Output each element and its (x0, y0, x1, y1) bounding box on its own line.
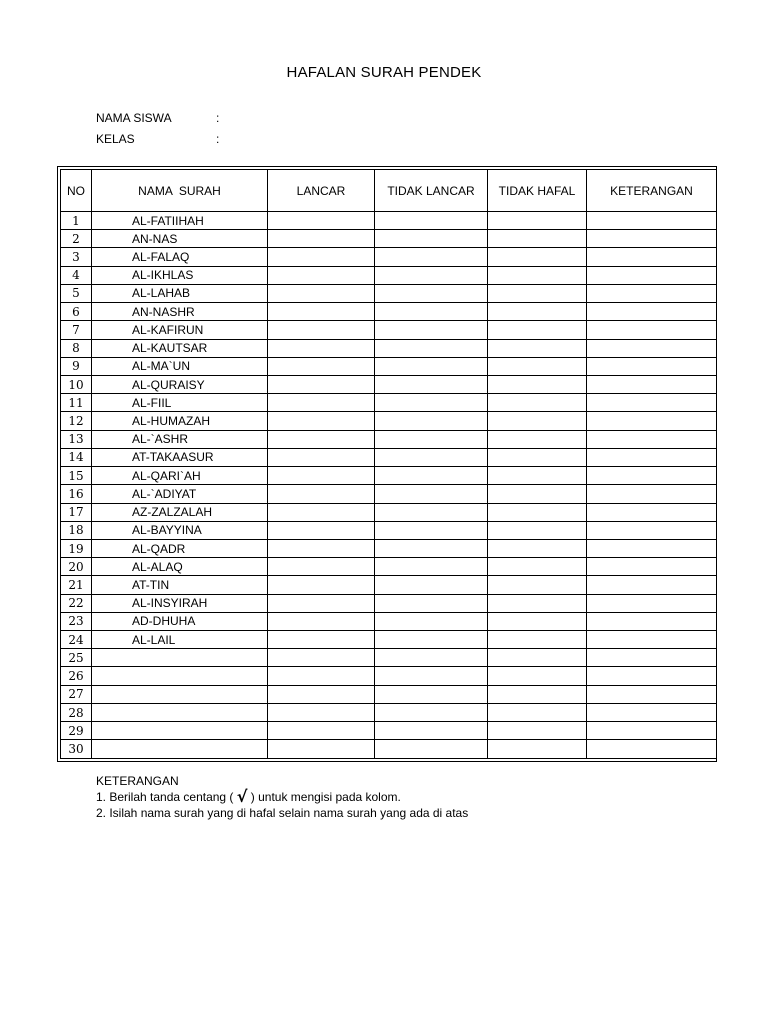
tidak-hafal-cell[interactable] (488, 321, 587, 339)
row-number: 19 (61, 539, 92, 557)
lancar-cell[interactable] (268, 576, 375, 594)
lancar-cell[interactable] (268, 485, 375, 503)
row-number: 9 (61, 357, 92, 375)
keterangan-cell[interactable] (587, 339, 717, 357)
keterangan-cell[interactable] (587, 539, 717, 557)
keterangan-cell[interactable] (587, 248, 717, 266)
tidak-lancar-cell[interactable] (375, 685, 488, 703)
tidak-lancar-cell[interactable] (375, 266, 488, 284)
row-surah-name: AT-TIN (92, 576, 268, 594)
lancar-cell[interactable] (268, 357, 375, 375)
row-surah-name (92, 667, 268, 685)
row-number: 15 (61, 467, 92, 485)
tidak-hafal-cell[interactable] (488, 266, 587, 284)
row-surah-name: AL-`ASHR (92, 430, 268, 448)
lancar-cell[interactable] (268, 631, 375, 649)
kelas-label: KELAS (96, 132, 135, 146)
tidak-lancar-cell[interactable] (375, 558, 488, 576)
nama-siswa-label: NAMA SISWA (96, 111, 172, 125)
table-row (61, 284, 717, 302)
tidak-hafal-cell[interactable] (488, 722, 587, 740)
table-row (61, 266, 717, 284)
header-nama-surah: NAMA SURAH (92, 170, 268, 212)
lancar-cell[interactable] (268, 230, 375, 248)
row-surah-name (92, 685, 268, 703)
header-keterangan: KETERANGAN (587, 170, 717, 212)
row-number: 22 (61, 594, 92, 612)
tidak-hafal-cell[interactable] (488, 248, 587, 266)
row-number: 18 (61, 521, 92, 539)
tidak-lancar-cell[interactable] (375, 394, 488, 412)
row-surah-name: AL-ALAQ (92, 558, 268, 576)
notes-heading: KETERANGAN (96, 774, 179, 788)
table-row (61, 412, 717, 430)
row-surah-name: AL-FIIL (92, 394, 268, 412)
row-surah-name: AZ-ZALZALAH (92, 503, 268, 521)
tidak-hafal-cell[interactable] (488, 503, 587, 521)
lancar-cell[interactable] (268, 503, 375, 521)
row-surah-name: AD-DHUHA (92, 612, 268, 630)
lancar-cell[interactable] (268, 248, 375, 266)
row-number: 7 (61, 321, 92, 339)
tidak-lancar-cell[interactable] (375, 357, 488, 375)
table-row (61, 503, 717, 521)
row-number: 21 (61, 576, 92, 594)
note-1-after: ) untuk mengisi pada kolom. (247, 790, 401, 804)
lancar-cell[interactable] (268, 649, 375, 667)
table-row (61, 612, 717, 630)
tidak-hafal-cell[interactable] (488, 375, 587, 393)
table-row (61, 594, 717, 612)
row-number: 26 (61, 667, 92, 685)
table-header-row (61, 170, 717, 212)
check-mark-icon: √ (236, 787, 248, 806)
tidak-hafal-cell[interactable] (488, 558, 587, 576)
tidak-lancar-cell[interactable] (375, 339, 488, 357)
lancar-cell[interactable] (268, 703, 375, 721)
table-row (61, 212, 717, 230)
keterangan-cell[interactable] (587, 740, 717, 759)
table-row (61, 321, 717, 339)
tidak-hafal-cell[interactable] (488, 612, 587, 630)
lancar-cell[interactable] (268, 375, 375, 393)
tidak-hafal-cell[interactable] (488, 631, 587, 649)
tidak-hafal-cell[interactable] (488, 394, 587, 412)
header-lancar: LANCAR (268, 170, 375, 212)
table-row (61, 703, 717, 721)
keterangan-cell[interactable] (587, 703, 717, 721)
keterangan-cell[interactable] (587, 284, 717, 302)
keterangan-cell[interactable] (587, 230, 717, 248)
keterangan-cell[interactable] (587, 212, 717, 230)
table-row (61, 539, 717, 557)
hafalan-table-frame (57, 166, 717, 762)
note-1-before: 1. Berilah tanda centang ( (96, 790, 237, 804)
tidak-lancar-cell[interactable] (375, 430, 488, 448)
row-number: 1 (61, 212, 92, 230)
table-row (61, 740, 717, 759)
keterangan-cell[interactable] (587, 357, 717, 375)
lancar-cell[interactable] (268, 521, 375, 539)
tidak-hafal-cell[interactable] (488, 448, 587, 466)
keterangan-cell[interactable] (587, 503, 717, 521)
tidak-lancar-cell[interactable] (375, 503, 488, 521)
row-surah-name: AL-KAFIRUN (92, 321, 268, 339)
tidak-hafal-cell[interactable] (488, 685, 587, 703)
tidak-lancar-cell[interactable] (375, 703, 488, 721)
row-surah-name: AL-MA`UN (92, 357, 268, 375)
lancar-cell[interactable] (268, 303, 375, 321)
tidak-lancar-cell[interactable] (375, 412, 488, 430)
row-surah-name (92, 649, 268, 667)
row-surah-name: AN-NASHR (92, 303, 268, 321)
table-row (61, 394, 717, 412)
row-surah-name: AL-KAUTSAR (92, 339, 268, 357)
tidak-hafal-cell[interactable] (488, 212, 587, 230)
note-1 (96, 789, 468, 805)
tidak-hafal-cell[interactable] (488, 412, 587, 430)
lancar-cell[interactable] (268, 339, 375, 357)
tidak-lancar-cell[interactable] (375, 740, 488, 759)
lancar-cell[interactable] (268, 612, 375, 630)
lancar-cell[interactable] (268, 539, 375, 557)
tidak-lancar-cell[interactable] (375, 448, 488, 466)
lancar-cell[interactable] (268, 722, 375, 740)
table-row (61, 485, 717, 503)
tidak-lancar-cell[interactable] (375, 576, 488, 594)
tidak-lancar-cell[interactable] (375, 722, 488, 740)
keterangan-cell[interactable] (587, 722, 717, 740)
row-surah-name (92, 722, 268, 740)
row-number: 2 (61, 230, 92, 248)
lancar-cell[interactable] (268, 284, 375, 302)
row-surah-name: AL-`ADIYAT (92, 485, 268, 503)
lancar-cell[interactable] (268, 685, 375, 703)
tidak-hafal-cell[interactable] (488, 539, 587, 557)
row-number: 12 (61, 412, 92, 430)
lancar-cell[interactable] (268, 212, 375, 230)
keterangan-cell[interactable] (587, 266, 717, 284)
row-number: 17 (61, 503, 92, 521)
row-surah-name: AL-INSYIRAH (92, 594, 268, 612)
tidak-hafal-cell[interactable] (488, 594, 587, 612)
tidak-hafal-cell[interactable] (488, 357, 587, 375)
lancar-cell[interactable] (268, 430, 375, 448)
lancar-cell[interactable] (268, 558, 375, 576)
row-number: 6 (61, 303, 92, 321)
table-row (61, 631, 717, 649)
keterangan-cell[interactable] (587, 467, 717, 485)
table-row (61, 521, 717, 539)
keterangan-cell[interactable] (587, 321, 717, 339)
keterangan-cell[interactable] (587, 375, 717, 393)
table-row (61, 649, 717, 667)
tidak-hafal-cell[interactable] (488, 576, 587, 594)
row-number: 16 (61, 485, 92, 503)
table-row (61, 357, 717, 375)
row-number: 4 (61, 266, 92, 284)
tidak-hafal-cell[interactable] (488, 230, 587, 248)
header-tidak-lancar: TIDAK LANCAR (375, 170, 488, 212)
table-row (61, 430, 717, 448)
kelas-field (96, 132, 219, 146)
row-surah-name: AL-FATIIHAH (92, 212, 268, 230)
tidak-lancar-cell[interactable] (375, 649, 488, 667)
row-surah-name (92, 740, 268, 759)
keterangan-cell[interactable] (587, 649, 717, 667)
table-row (61, 576, 717, 594)
tidak-hafal-cell[interactable] (488, 667, 587, 685)
row-surah-name: AL-FALAQ (92, 248, 268, 266)
row-surah-name (92, 703, 268, 721)
tidak-lancar-cell[interactable] (375, 375, 488, 393)
row-surah-name: AL-BAYYINA (92, 521, 268, 539)
tidak-lancar-cell[interactable] (375, 321, 488, 339)
lancar-cell[interactable] (268, 667, 375, 685)
tidak-lancar-cell[interactable] (375, 230, 488, 248)
keterangan-cell[interactable] (587, 303, 717, 321)
notes-section (96, 773, 468, 821)
row-number: 10 (61, 375, 92, 393)
tidak-lancar-cell[interactable] (375, 521, 488, 539)
row-number: 28 (61, 703, 92, 721)
kelas-colon: : (216, 132, 220, 146)
row-number: 23 (61, 612, 92, 630)
tidak-hafal-cell[interactable] (488, 649, 587, 667)
header-no: NO (61, 170, 92, 212)
row-number: 24 (61, 631, 92, 649)
tidak-lancar-cell[interactable] (375, 539, 488, 557)
row-number: 30 (61, 740, 92, 759)
note-2: 2. Isilah nama surah yang di hafal selain nama surah yang ada di atas (96, 806, 469, 820)
keterangan-cell[interactable] (587, 685, 717, 703)
row-number: 13 (61, 430, 92, 448)
row-number: 11 (61, 394, 92, 412)
table-row (61, 667, 717, 685)
table-row (61, 558, 717, 576)
keterangan-cell[interactable] (587, 631, 717, 649)
row-surah-name: AL-LAIL (92, 631, 268, 649)
table-row (61, 722, 717, 740)
header-tidak-hafal: TIDAK HAFAL (488, 170, 587, 212)
table-row (61, 230, 717, 248)
row-surah-name: AL-LAHAB (92, 284, 268, 302)
nama-siswa-field (96, 111, 219, 125)
lancar-cell[interactable] (268, 594, 375, 612)
lancar-cell[interactable] (268, 266, 375, 284)
row-surah-name: AT-TAKAASUR (92, 448, 268, 466)
keterangan-cell[interactable] (587, 412, 717, 430)
keterangan-cell[interactable] (587, 521, 717, 539)
keterangan-cell[interactable] (587, 612, 717, 630)
lancar-cell[interactable] (268, 467, 375, 485)
keterangan-cell[interactable] (587, 394, 717, 412)
row-number: 27 (61, 685, 92, 703)
row-number: 25 (61, 649, 92, 667)
table-row (61, 303, 717, 321)
row-number: 20 (61, 558, 92, 576)
tidak-lancar-cell[interactable] (375, 612, 488, 630)
keterangan-cell[interactable] (587, 485, 717, 503)
tidak-hafal-cell[interactable] (488, 339, 587, 357)
tidak-hafal-cell[interactable] (488, 284, 587, 302)
row-surah-name: AL-QURAISY (92, 375, 268, 393)
tidak-lancar-cell[interactable] (375, 667, 488, 685)
row-surah-name: AL-QARI`AH (92, 467, 268, 485)
tidak-lancar-cell[interactable] (375, 467, 488, 485)
row-number: 8 (61, 339, 92, 357)
row-number: 5 (61, 284, 92, 302)
tidak-lancar-cell[interactable] (375, 485, 488, 503)
keterangan-cell[interactable] (587, 594, 717, 612)
row-surah-name: AL-IKHLAS (92, 266, 268, 284)
tidak-lancar-cell[interactable] (375, 212, 488, 230)
row-surah-name: AL-QADR (92, 539, 268, 557)
tidak-hafal-cell[interactable] (488, 303, 587, 321)
tidak-hafal-cell[interactable] (488, 485, 587, 503)
tidak-hafal-cell[interactable] (488, 740, 587, 759)
tidak-lancar-cell[interactable] (375, 631, 488, 649)
table-row (61, 448, 717, 466)
keterangan-cell[interactable] (587, 558, 717, 576)
tidak-lancar-cell[interactable] (375, 594, 488, 612)
lancar-cell[interactable] (268, 394, 375, 412)
lancar-cell[interactable] (268, 740, 375, 759)
lancar-cell[interactable] (268, 448, 375, 466)
row-surah-name: AL-HUMAZAH (92, 412, 268, 430)
table-row (61, 467, 717, 485)
row-surah-name: AN-NAS (92, 230, 268, 248)
nama-siswa-colon: : (216, 111, 220, 125)
hafalan-table (60, 169, 717, 759)
lancar-cell[interactable] (268, 321, 375, 339)
tidak-lancar-cell[interactable] (375, 284, 488, 302)
keterangan-cell[interactable] (587, 576, 717, 594)
page-title: HAFALAN SURAH PENDEK (286, 64, 482, 81)
tidak-hafal-cell[interactable] (488, 430, 587, 448)
keterangan-cell[interactable] (587, 448, 717, 466)
table-row (61, 339, 717, 357)
lancar-cell[interactable] (268, 412, 375, 430)
row-number: 14 (61, 448, 92, 466)
tidak-hafal-cell[interactable] (488, 521, 587, 539)
table-row (61, 248, 717, 266)
row-number: 29 (61, 722, 92, 740)
tidak-lancar-cell[interactable] (375, 248, 488, 266)
keterangan-cell[interactable] (587, 667, 717, 685)
tidak-lancar-cell[interactable] (375, 303, 488, 321)
row-number: 3 (61, 248, 92, 266)
table-row (61, 375, 717, 393)
table-row (61, 685, 717, 703)
tidak-hafal-cell[interactable] (488, 703, 587, 721)
tidak-hafal-cell[interactable] (488, 467, 587, 485)
keterangan-cell[interactable] (587, 430, 717, 448)
